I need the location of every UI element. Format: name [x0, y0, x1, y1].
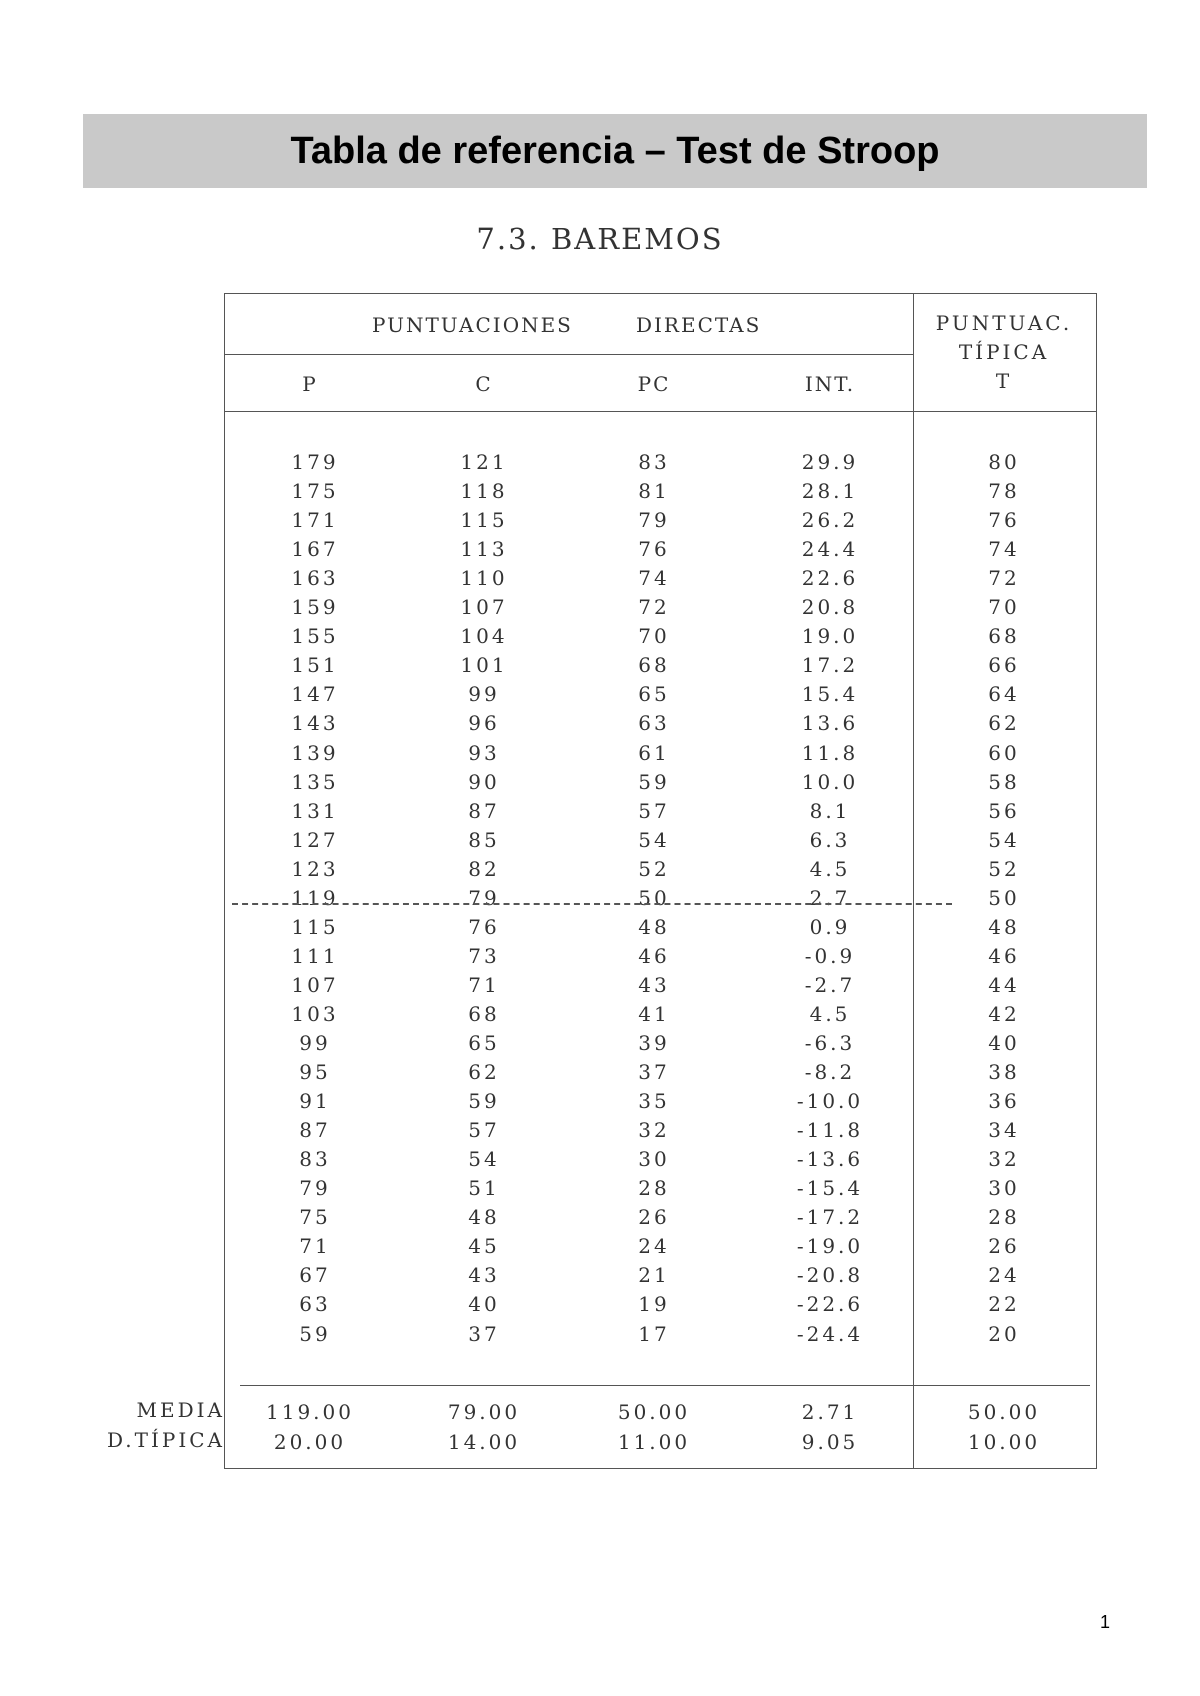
table-cell: 83	[638, 450, 670, 474]
table-cell: 10.0	[801, 769, 859, 794]
stat-value: 50.00	[967, 1400, 1041, 1424]
table-cell: 127	[291, 827, 339, 852]
table-cell: 73	[468, 943, 500, 968]
table-cell: 155	[291, 624, 339, 649]
table-cell: -15.4	[796, 1176, 864, 1201]
table-cell: 95	[299, 1060, 331, 1085]
table-cell: 68	[468, 1001, 500, 1026]
table-cell: -0.9	[804, 943, 856, 968]
table-cell: 54	[468, 1147, 500, 1172]
table-cell: 2.7	[809, 885, 851, 910]
typical-score-cell: 46	[988, 943, 1020, 968]
typical-score-cell: 58	[988, 769, 1020, 794]
table-cell: 87	[299, 1118, 331, 1143]
table-cell: 175	[291, 479, 339, 504]
table-cell: 113	[460, 537, 508, 562]
table-cell: 57	[638, 798, 670, 823]
table-cell: 79	[468, 885, 500, 910]
typical-score-cell: 38	[988, 1060, 1020, 1085]
stat-value: 119.00	[266, 1400, 354, 1424]
table-cell: 131	[291, 798, 339, 823]
table-cell: -8.2	[804, 1060, 856, 1085]
typical-score-cell: 66	[988, 653, 1020, 678]
typical-score-cell: 28	[988, 1205, 1020, 1230]
table-cell: 123	[291, 856, 339, 881]
table-cell: 48	[638, 914, 670, 939]
column-header-c: C	[475, 372, 493, 396]
table-cell: 118	[460, 479, 508, 504]
typical-score-cell: 22	[988, 1292, 1020, 1317]
stat-value: 14.00	[447, 1430, 521, 1454]
typical-score-separator	[913, 293, 914, 1469]
table-cell: 37	[638, 1060, 670, 1085]
typical-score-cell: 72	[988, 566, 1020, 591]
table-cell: 147	[291, 682, 339, 707]
table-cell: -10.0	[796, 1089, 864, 1114]
stat-value: 9.05	[801, 1430, 859, 1454]
table-cell: 40	[468, 1292, 500, 1317]
table-cell: 29.9	[801, 450, 859, 474]
table-cell: 101	[460, 653, 508, 678]
table-cell: 103	[291, 1001, 339, 1026]
table-cell: 28	[638, 1176, 670, 1201]
table-cell: 163	[291, 566, 339, 591]
table-cell: 111	[291, 943, 339, 968]
group-header-rule	[224, 354, 913, 355]
table-cell: 24	[638, 1234, 670, 1259]
table-cell: 159	[291, 595, 339, 620]
typical-score-cell: 44	[988, 972, 1020, 997]
table-cell: 65	[638, 682, 670, 707]
table-cell: 19.0	[801, 624, 859, 649]
table-cell: 104	[460, 624, 508, 649]
table-cell: -22.6	[796, 1292, 864, 1317]
table-cell: 90	[468, 769, 500, 794]
typical-score-cell: 78	[988, 479, 1020, 504]
table-cell: 28.1	[801, 479, 859, 504]
header-bar	[83, 114, 1147, 188]
column-header-p: P	[302, 372, 318, 396]
table-cell: 13.6	[801, 711, 859, 736]
table-cell: 99	[299, 1031, 331, 1055]
table-cell: 8.1	[809, 798, 851, 823]
typical-score-cell: 42	[988, 1001, 1020, 1026]
page-title: Tabla de referencia – Test de Stroop	[290, 129, 940, 172]
typical-score-cell: 70	[988, 595, 1020, 620]
typical-score-cell: 74	[988, 537, 1020, 562]
table-cell: 63	[299, 1292, 331, 1317]
typical-score-cell: 24	[988, 1263, 1020, 1288]
table-cell: 24.4	[801, 537, 859, 562]
table-cell: 151	[291, 653, 339, 678]
table-cell: 79	[299, 1176, 331, 1201]
table-cell: 72	[638, 595, 670, 620]
typical-score-cell: 40	[988, 1031, 1020, 1055]
typical-score-cell: 36	[988, 1089, 1020, 1114]
table-cell: 67	[299, 1263, 331, 1288]
table-cell: 71	[468, 972, 500, 997]
table-cell: -20.8	[796, 1263, 864, 1288]
table-cell: 0.9	[809, 914, 851, 939]
table-cell: 79	[638, 508, 670, 533]
typical-score-cell: 60	[988, 740, 1020, 765]
typical-score-cell: 62	[988, 711, 1020, 736]
table-cell: 26.2	[801, 508, 859, 533]
table-cell: 17	[638, 1321, 670, 1346]
typical-score-cell: 48	[988, 914, 1020, 939]
table-cell: 17.2	[801, 653, 859, 678]
table-cell: 143	[291, 711, 339, 736]
table-cell: -13.6	[796, 1147, 864, 1172]
table-cell: 59	[638, 769, 670, 794]
typical-header-line-1: PUNTUAC.	[935, 311, 1073, 335]
table-cell: 59	[299, 1321, 331, 1346]
table-cell: 43	[638, 972, 670, 997]
stat-value: 20.00	[273, 1430, 347, 1454]
table-cell: 22.6	[801, 566, 859, 591]
table-cell: 15.4	[801, 682, 859, 707]
table-cell: 70	[638, 624, 670, 649]
table-cell: 32	[638, 1118, 670, 1143]
stat-value: 79.00	[447, 1400, 521, 1424]
table-cell: 43	[468, 1263, 500, 1288]
typical-score-cell: 80	[988, 450, 1020, 474]
table-cell: 39	[638, 1031, 670, 1055]
table-cell: 76	[468, 914, 500, 939]
table-cell: 41	[638, 1001, 670, 1026]
table-cell: 11.8	[801, 740, 859, 765]
group-header-right: DIRECTAS	[636, 313, 762, 337]
table-cell: 119	[291, 885, 339, 910]
table-cell: 19	[638, 1292, 670, 1317]
table-cell: 93	[468, 740, 500, 765]
table-cell: 179	[291, 450, 339, 474]
column-header-int: INT.	[804, 372, 856, 396]
typical-header-line-3: T	[995, 369, 1013, 393]
table-cell: 65	[468, 1031, 500, 1055]
typical-score-cell: 34	[988, 1118, 1020, 1143]
table-cell: 135	[291, 769, 339, 794]
typical-score-cell: 52	[988, 856, 1020, 881]
table-cell: 59	[468, 1089, 500, 1114]
stat-value: 11.00	[617, 1430, 691, 1454]
section-title: 7.3. BAREMOS	[476, 222, 724, 256]
typical-score-cell: 68	[988, 624, 1020, 649]
table-cell: 74	[638, 566, 670, 591]
table-cell: 121	[460, 450, 508, 474]
table-cell: 81	[638, 479, 670, 504]
stat-value: 10.00	[967, 1430, 1041, 1454]
typical-score-cell: 26	[988, 1234, 1020, 1259]
table-cell: 35	[638, 1089, 670, 1114]
table-cell: -11.8	[796, 1118, 864, 1143]
typical-score-cell: 56	[988, 798, 1020, 823]
page-number: 1	[1100, 1612, 1111, 1632]
table-cell: 71	[299, 1234, 331, 1259]
table-cell: -2.7	[804, 972, 856, 997]
table-cell: 107	[291, 972, 339, 997]
table-cell: 115	[291, 914, 339, 939]
table-cell: 76	[638, 537, 670, 562]
table-cell: 139	[291, 740, 339, 765]
table-cell: 91	[299, 1089, 331, 1114]
table-cell: 48	[468, 1205, 500, 1230]
table-cell: 171	[291, 508, 339, 533]
table-cell: -19.0	[796, 1234, 864, 1259]
table-cell: 46	[638, 943, 670, 968]
stat-value: 2.71	[801, 1400, 859, 1424]
table-cell: 54	[638, 827, 670, 852]
table-cell: 83	[299, 1147, 331, 1172]
table-cell: 6.3	[809, 827, 851, 852]
typical-score-cell: 76	[988, 508, 1020, 533]
table-cell: -17.2	[796, 1205, 864, 1230]
table-cell: 82	[468, 856, 500, 881]
typical-score-header	[914, 309, 1094, 396]
stat-value: 50.00	[617, 1400, 691, 1424]
stats-rule	[240, 1385, 1090, 1386]
table-cell: 4.5	[809, 856, 851, 881]
table-cell: 75	[299, 1205, 331, 1230]
table-cell: 87	[468, 798, 500, 823]
table-cell: 107	[460, 595, 508, 620]
group-header-left: PUNTUACIONES	[372, 313, 573, 337]
stat-label: D.TÍPICA	[106, 1428, 225, 1452]
table-cell: 96	[468, 711, 500, 736]
typical-score-cell: 54	[988, 827, 1020, 852]
table-cell: 110	[460, 566, 508, 591]
typical-score-cell: 32	[988, 1147, 1020, 1172]
table-cell: 51	[468, 1176, 500, 1201]
table-cell: 37	[468, 1321, 500, 1346]
table-cell: 167	[291, 537, 339, 562]
table-cell: 62	[468, 1060, 500, 1085]
table-cell: 20.8	[801, 595, 859, 620]
column-header-pc: PC	[637, 372, 671, 396]
table-cell: 99	[468, 682, 500, 707]
table-cell: 21	[638, 1263, 670, 1288]
table-cell: -6.3	[804, 1031, 856, 1055]
table-cell: 50	[638, 885, 670, 910]
column-header-rule	[224, 411, 1097, 412]
typical-score-cell: 64	[988, 682, 1020, 707]
typical-header-line-2: TÍPICA	[958, 340, 1050, 364]
table-cell: 85	[468, 827, 500, 852]
table-cell: 45	[468, 1234, 500, 1259]
mean-dashed-line	[232, 903, 952, 905]
stat-label: MEDIA	[136, 1398, 225, 1422]
table-cell: 63	[638, 711, 670, 736]
table-cell: 68	[638, 653, 670, 678]
typical-score-cell: 20	[988, 1321, 1020, 1346]
table-cell: -24.4	[796, 1321, 864, 1346]
table-cell: 115	[460, 508, 508, 533]
table-cell: 57	[468, 1118, 500, 1143]
table-cell: 52	[638, 856, 670, 881]
typical-score-cell: 50	[988, 885, 1020, 910]
typical-score-cell: 30	[988, 1176, 1020, 1201]
table-cell: 30	[638, 1147, 670, 1172]
table-cell: 4.5	[809, 1001, 851, 1026]
table-cell: 26	[638, 1205, 670, 1230]
table-cell: 61	[638, 740, 670, 765]
